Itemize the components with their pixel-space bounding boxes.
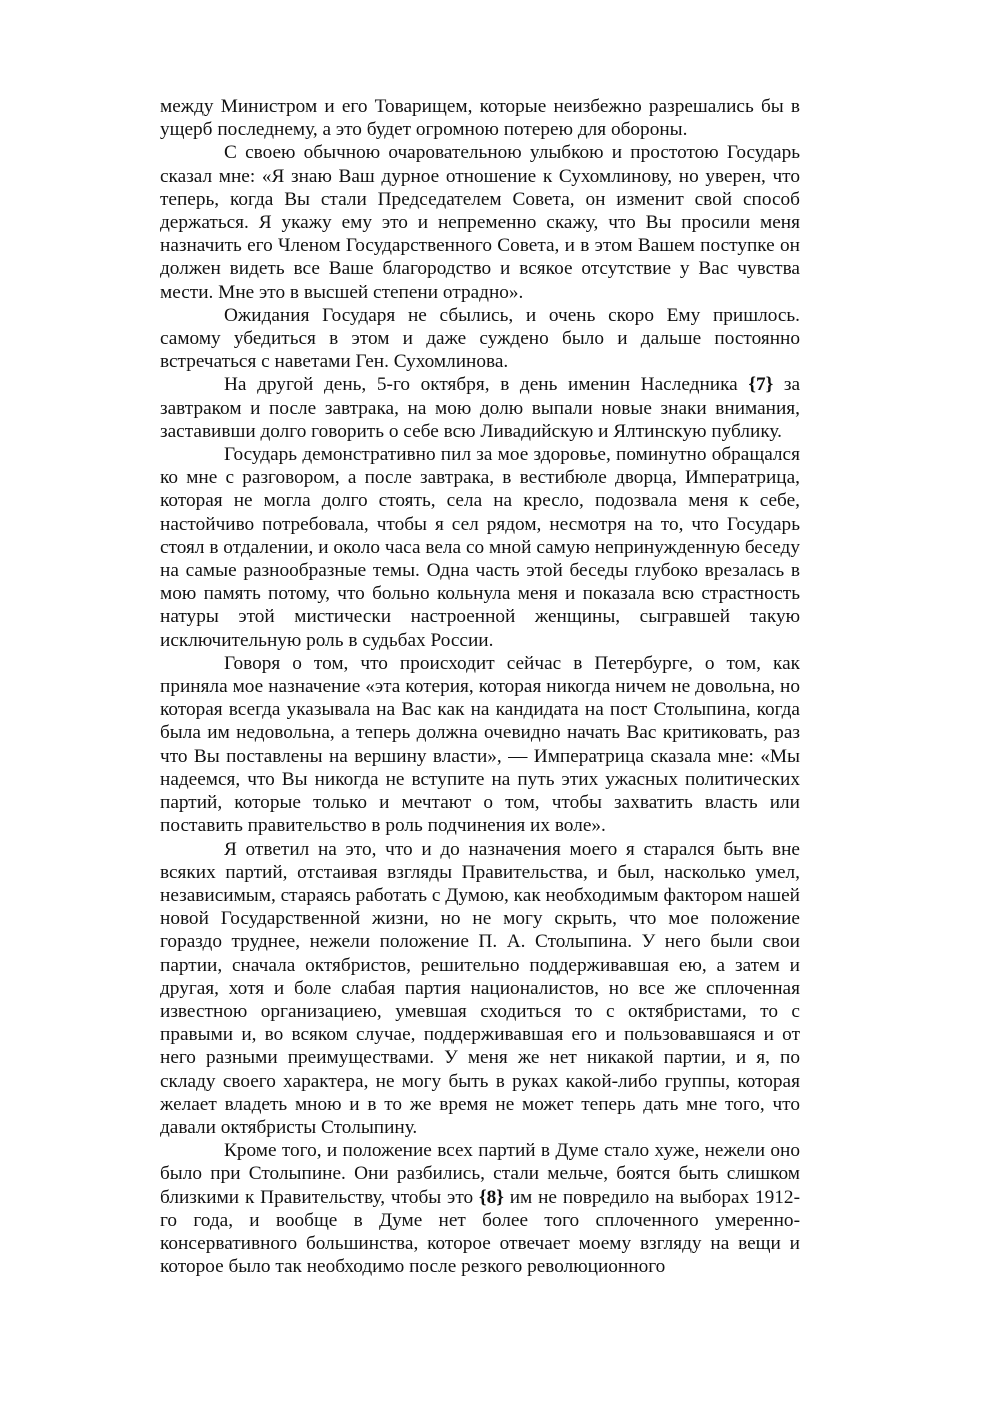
paragraph: [160, 1139, 800, 1278]
paragraph-text: На другой день, 5-го октября, в день именин Наследника: [224, 374, 749, 396]
page-marker: {8}: [479, 1186, 504, 1208]
paragraph-text: между Министром и его Товарищем, которые неизбежно разрешались бы в ущерб последнему, а это будет огромною потерею для обороны.: [160, 96, 800, 141]
paragraph: [160, 95, 800, 141]
paragraph: [160, 373, 800, 443]
paragraph-text: Ожидания Государя не сбылись, и очень скоро Ему пришлось. самому убедиться в этом и даже суждено было и дальше постоянно встречаться с наветами Ген. Сухомлинова.: [160, 304, 800, 373]
paragraph-text: Государь демонстративно пил за мое здоровье, поминутно обращался ко мне с разговором, а после завтрака, в вестибюле дворца, Императрица, которая не могла долго стоять, села на кресло, подозвала меня к себе, настойчиво потребовала, чтобы я сел рядом, несмотря на то, что Государь стоял в отдалении, и около часа вела со мной самую непринужденную беседу на самые разнообразные темы. Одна часть этой беседы глубоко врезалась в мою память потому, что больно кольнула меня и показала всю страстность натуры этой мистически настроенной женщины, сыгравшей такую исключительную роль в судьбах России.: [160, 444, 800, 651]
paragraph-text: Я ответил на это, что и до назначения моего я старался быть вне всяких партий, отстаивая взгляды Правительства, и был, насколько умел, независимым, стараясь работать с Думою, как необходимым фактором нашей новой Государственной жизни, но не могу скрыть, что мое положение гораздо труднее, нежели положение П. А. Столыпина. У него были свои партии, сначала октябристов, решительно поддерживавшая ею, а затем и другая, хотя и боле слабая партия националистов, но все же сплоченная известною организациею, умевшая сходиться то с октябристами, то с правыми и, во всяком случае, поддерживавшая его и пользовавшаяся и от него разными преимуществами. У меня же нет никакой партии, и я, по складу своего характера, не могу быть в руках какой-либо группы, которая желает владеть мною и в то же время не может теперь дать мне того, что давали октябристы Столыпину.: [160, 838, 800, 1138]
paragraph-text: им не повредило на выборах 1912-го года, и вообще в Думе нет более того сплоченного умеренно-консервативного большинства, которое отвечает моему взгляду на вещи и которое было так необходимо после резкого революционного: [160, 1186, 800, 1278]
paragraph: [160, 304, 800, 374]
paragraph: [160, 141, 800, 303]
page-marker: {7}: [748, 374, 774, 396]
paragraph: [160, 838, 800, 1140]
paragraph: [160, 443, 800, 652]
paragraph-text: С своею обычною очаровательною улыбкою и простотою Государь сказал мне: «Я знаю Ваш дурное отношение к Сухомлинову, но уверен, что теперь, когда Вы стали Председателем Совета, он изменит свой способ держаться. Я укажу ему это и непременно скажу, что Вы просили меня назначить его Членом Государственного Совета, и в этом Вашем поступке он должен видеть все Ваше благородство и всякое отсутствие у Вас чувства мести. Мне это в высшей степени отрадно».: [160, 142, 800, 303]
paragraph-text: Говоря о том, что происходит сейчас в Петербурге, о том, как приняла мое назначение «эта котерия, которая никогда ничем не довольна, но которая всегда указывала на Вас как на кандидата на пост Столыпина, когда была им недовольна, а теперь должна очевидно начать Вас критиковать, раз что Вы поставлены на вершину власти», — Императрица сказала мне: «Мы надеемся, что Вы никогда не вступите на путь этих ужасных политических партий, которые только и мечтают о том, чтобы захватить власть или поставить правительство в роль подчинения их воле».: [160, 652, 800, 837]
paragraph: [160, 652, 800, 838]
document-text-body: [160, 95, 800, 1278]
paragraph-text: за завтраком и после завтрака, на мою долю выпали новые знаки внимания, заставивши долго говорить о себе всю Ливадийскую и Ялтинскую публику.: [160, 374, 801, 442]
paragraph-text: Кроме того, и положение всех партий в Думе стало хуже, нежели оно было при Столыпине. Они разбились, стали мельче, боятся быть слишком близкими к Правительству, чтобы это: [160, 1140, 800, 1208]
